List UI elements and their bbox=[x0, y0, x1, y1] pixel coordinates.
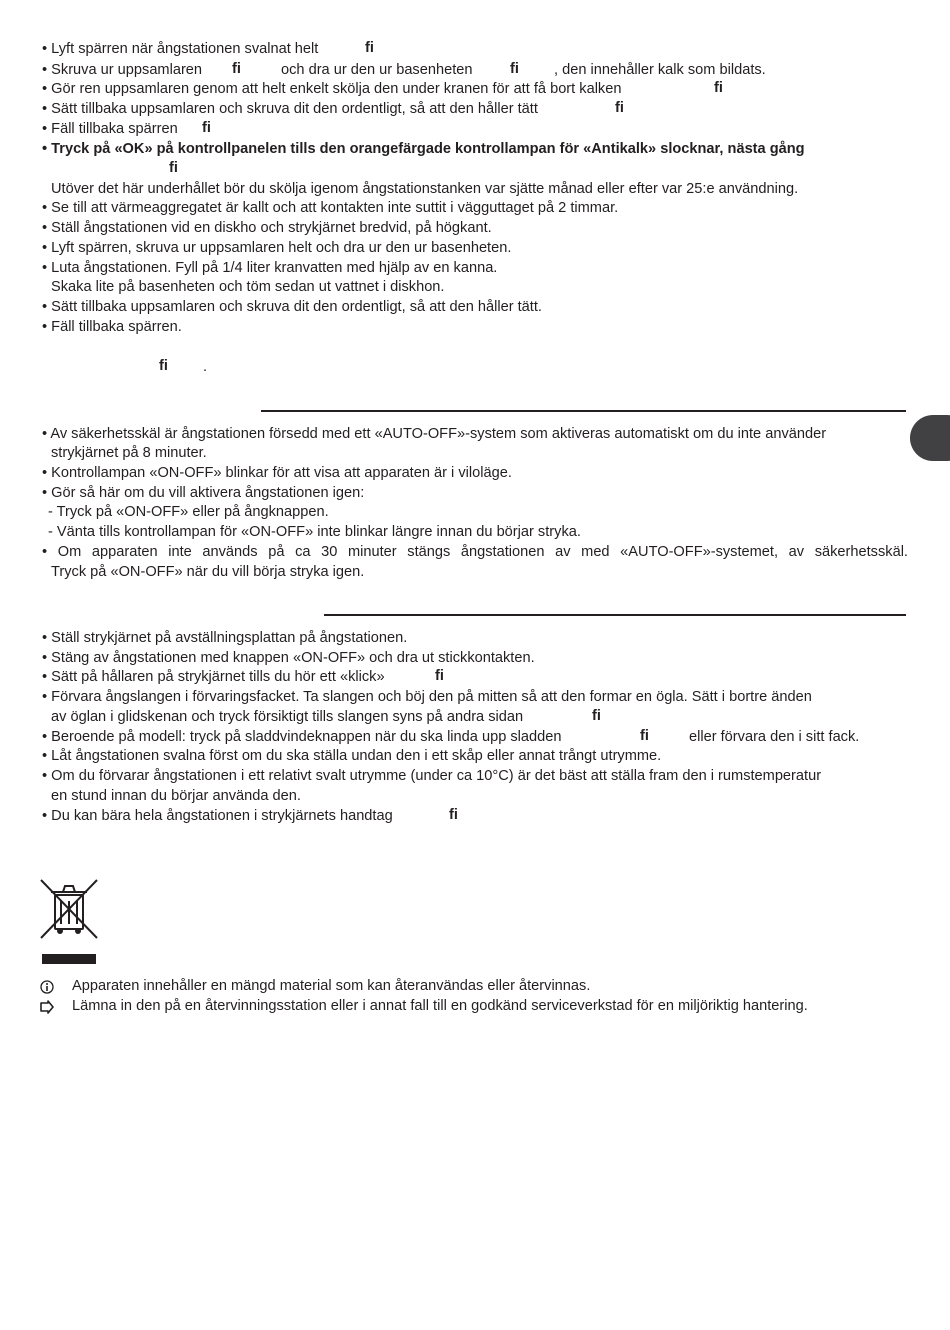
text-line: en stund innan du börjar använda den. bbox=[51, 788, 301, 804]
text-line: • Sätt tillbaka uppsamlaren och skruva dit den ordentligt, så att den håller tätt. bbox=[42, 299, 542, 315]
text-line-bold: • Tryck på «OK» på kontrollpanelen tills den orangefärgade kontrollampan för «Antikalk» slocknar, nästa gång bbox=[42, 141, 805, 157]
arrow-right-icon bbox=[40, 1000, 54, 1014]
crossed-bin-icon bbox=[40, 878, 98, 966]
text-line: • Lyft spärren, skruva ur uppsamlaren helt och dra ur den ur basenheten. bbox=[42, 240, 512, 256]
env-text-2: Lämna in den på en återvinningsstation eller i annat fall till en godkänd serviceverkstad för en miljöriktig hantering. bbox=[72, 998, 808, 1014]
text-line: - Tryck på «ON-OFF» eller på ångknappen. bbox=[48, 504, 329, 520]
text-line: eller förvara den i sitt fack. bbox=[689, 729, 860, 745]
figure-ref: fi bbox=[365, 40, 374, 56]
text-line: • Om apparaten inte används på ca 30 minuter stängs ångstationen av med «AUTO-OFF»-systemet, av säkerhetsskäl. bbox=[42, 544, 908, 560]
figure-ref: fi bbox=[615, 100, 624, 116]
figure-ref: fi bbox=[159, 358, 168, 374]
text-line: • Ställ strykjärnet på avställningsplattan på ångstationen. bbox=[42, 630, 408, 646]
text-line: • Fäll tillbaka spärren bbox=[42, 121, 178, 137]
info-circle-icon bbox=[40, 980, 54, 994]
text-line: • Gör ren uppsamlaren genom att helt enkelt skölja den under kranen för att få bort kalken bbox=[42, 81, 622, 97]
text-line: • Kontrollampan «ON-OFF» blinkar för att visa att apparaten är i viloläge. bbox=[42, 465, 512, 481]
text-line: - Vänta tills kontrollampan för «ON-OFF» inte blinkar längre innan du börjar stryka. bbox=[48, 524, 581, 540]
figure-ref: fi bbox=[202, 120, 211, 136]
text-line: Tryck på «ON-OFF» när du vill börja stryka igen. bbox=[51, 564, 365, 580]
text-line: • Lyft spärren när ångstationen svalnat helt bbox=[42, 41, 319, 57]
text-line: • Beroende på modell: tryck på sladdvindeknappen när du ska linda upp sladden bbox=[42, 729, 562, 745]
text-line: • Fäll tillbaka spärren. bbox=[42, 319, 182, 335]
text-line: • Förvara ångslangen i förvaringsfacket. Ta slangen och böj den på mitten så att den formar en ögla. Sätt i bortre änden bbox=[42, 689, 812, 705]
figure-ref: fi bbox=[232, 61, 241, 77]
heading-rule bbox=[324, 614, 906, 616]
text-line: • Sätt på hållaren på strykjärnet tills du hör ett «klick» bbox=[42, 669, 385, 685]
figure-ref: fi bbox=[510, 61, 519, 77]
text-line: Utöver det här underhållet bör du skölja igenom ångstationstanken var sjätte månad eller efter var 25:e användning. bbox=[51, 181, 799, 197]
text-line: • Om du förvarar ångstationen i ett relativt svalt utrymme (under ca 10°C) är det bäst att ställa fram den i rumstemperatur bbox=[42, 768, 822, 784]
figure-ref: fi bbox=[714, 80, 723, 96]
text-line: och dra ur den ur basenheten bbox=[281, 62, 473, 78]
language-tab bbox=[910, 415, 950, 461]
text-line: • Du kan bära hela ångstationen i strykjärnets handtag bbox=[42, 808, 393, 824]
text-line: • Luta ångstationen. Fyll på 1/4 liter kranvatten med hjälp av en kanna. bbox=[42, 260, 498, 276]
text-line: • Skruva ur uppsamlaren bbox=[42, 62, 203, 78]
figure-ref: fi bbox=[592, 708, 601, 724]
text-line: • Sätt tillbaka uppsamlaren och skruva dit den ordentligt, så att den håller tätt bbox=[42, 101, 538, 117]
text-line: • Låt ångstationen svalna först om du ska ställa undan den i ett skåp eller annat trångt utrymme. bbox=[42, 748, 662, 764]
text-line: • Se till att värmeaggregatet är kallt och att kontakten inte suttit i vägguttaget på 2 timmar. bbox=[42, 200, 619, 216]
text-dot: . bbox=[203, 359, 208, 375]
text-line: • Gör så här om du vill aktivera ångstationen igen: bbox=[42, 485, 365, 501]
text-line: • Ställ ångstationen vid en diskho och strykjärnet bredvid, på högkant. bbox=[42, 220, 492, 236]
text-line: , den innehåller kalk som bildats. bbox=[554, 62, 766, 78]
env-text-1: Apparaten innehåller en mängd material som kan återanvändas eller återvinnas. bbox=[72, 978, 591, 994]
text-line: av öglan i glidskenan och tryck försiktigt tills slangen syns på andra sidan bbox=[51, 709, 524, 725]
text-line: • Av säkerhetsskäl är ångstationen försedd med ett «AUTO-OFF»-system som aktiveras automatiskt om du inte använder bbox=[42, 426, 827, 442]
heading-rule bbox=[261, 410, 906, 412]
figure-ref: fi bbox=[449, 807, 458, 823]
figure-ref: fi bbox=[435, 668, 444, 684]
figure-ref: fi bbox=[169, 160, 178, 176]
figure-ref: fi bbox=[640, 728, 649, 744]
text-line: Skaka lite på basenheten och töm sedan ut vattnet i diskhon. bbox=[51, 279, 445, 295]
text-line: • Stäng av ångstationen med knappen «ON-OFF» och dra ut stickkontakten. bbox=[42, 650, 535, 666]
text-line: strykjärnet på 8 minuter. bbox=[51, 445, 207, 461]
